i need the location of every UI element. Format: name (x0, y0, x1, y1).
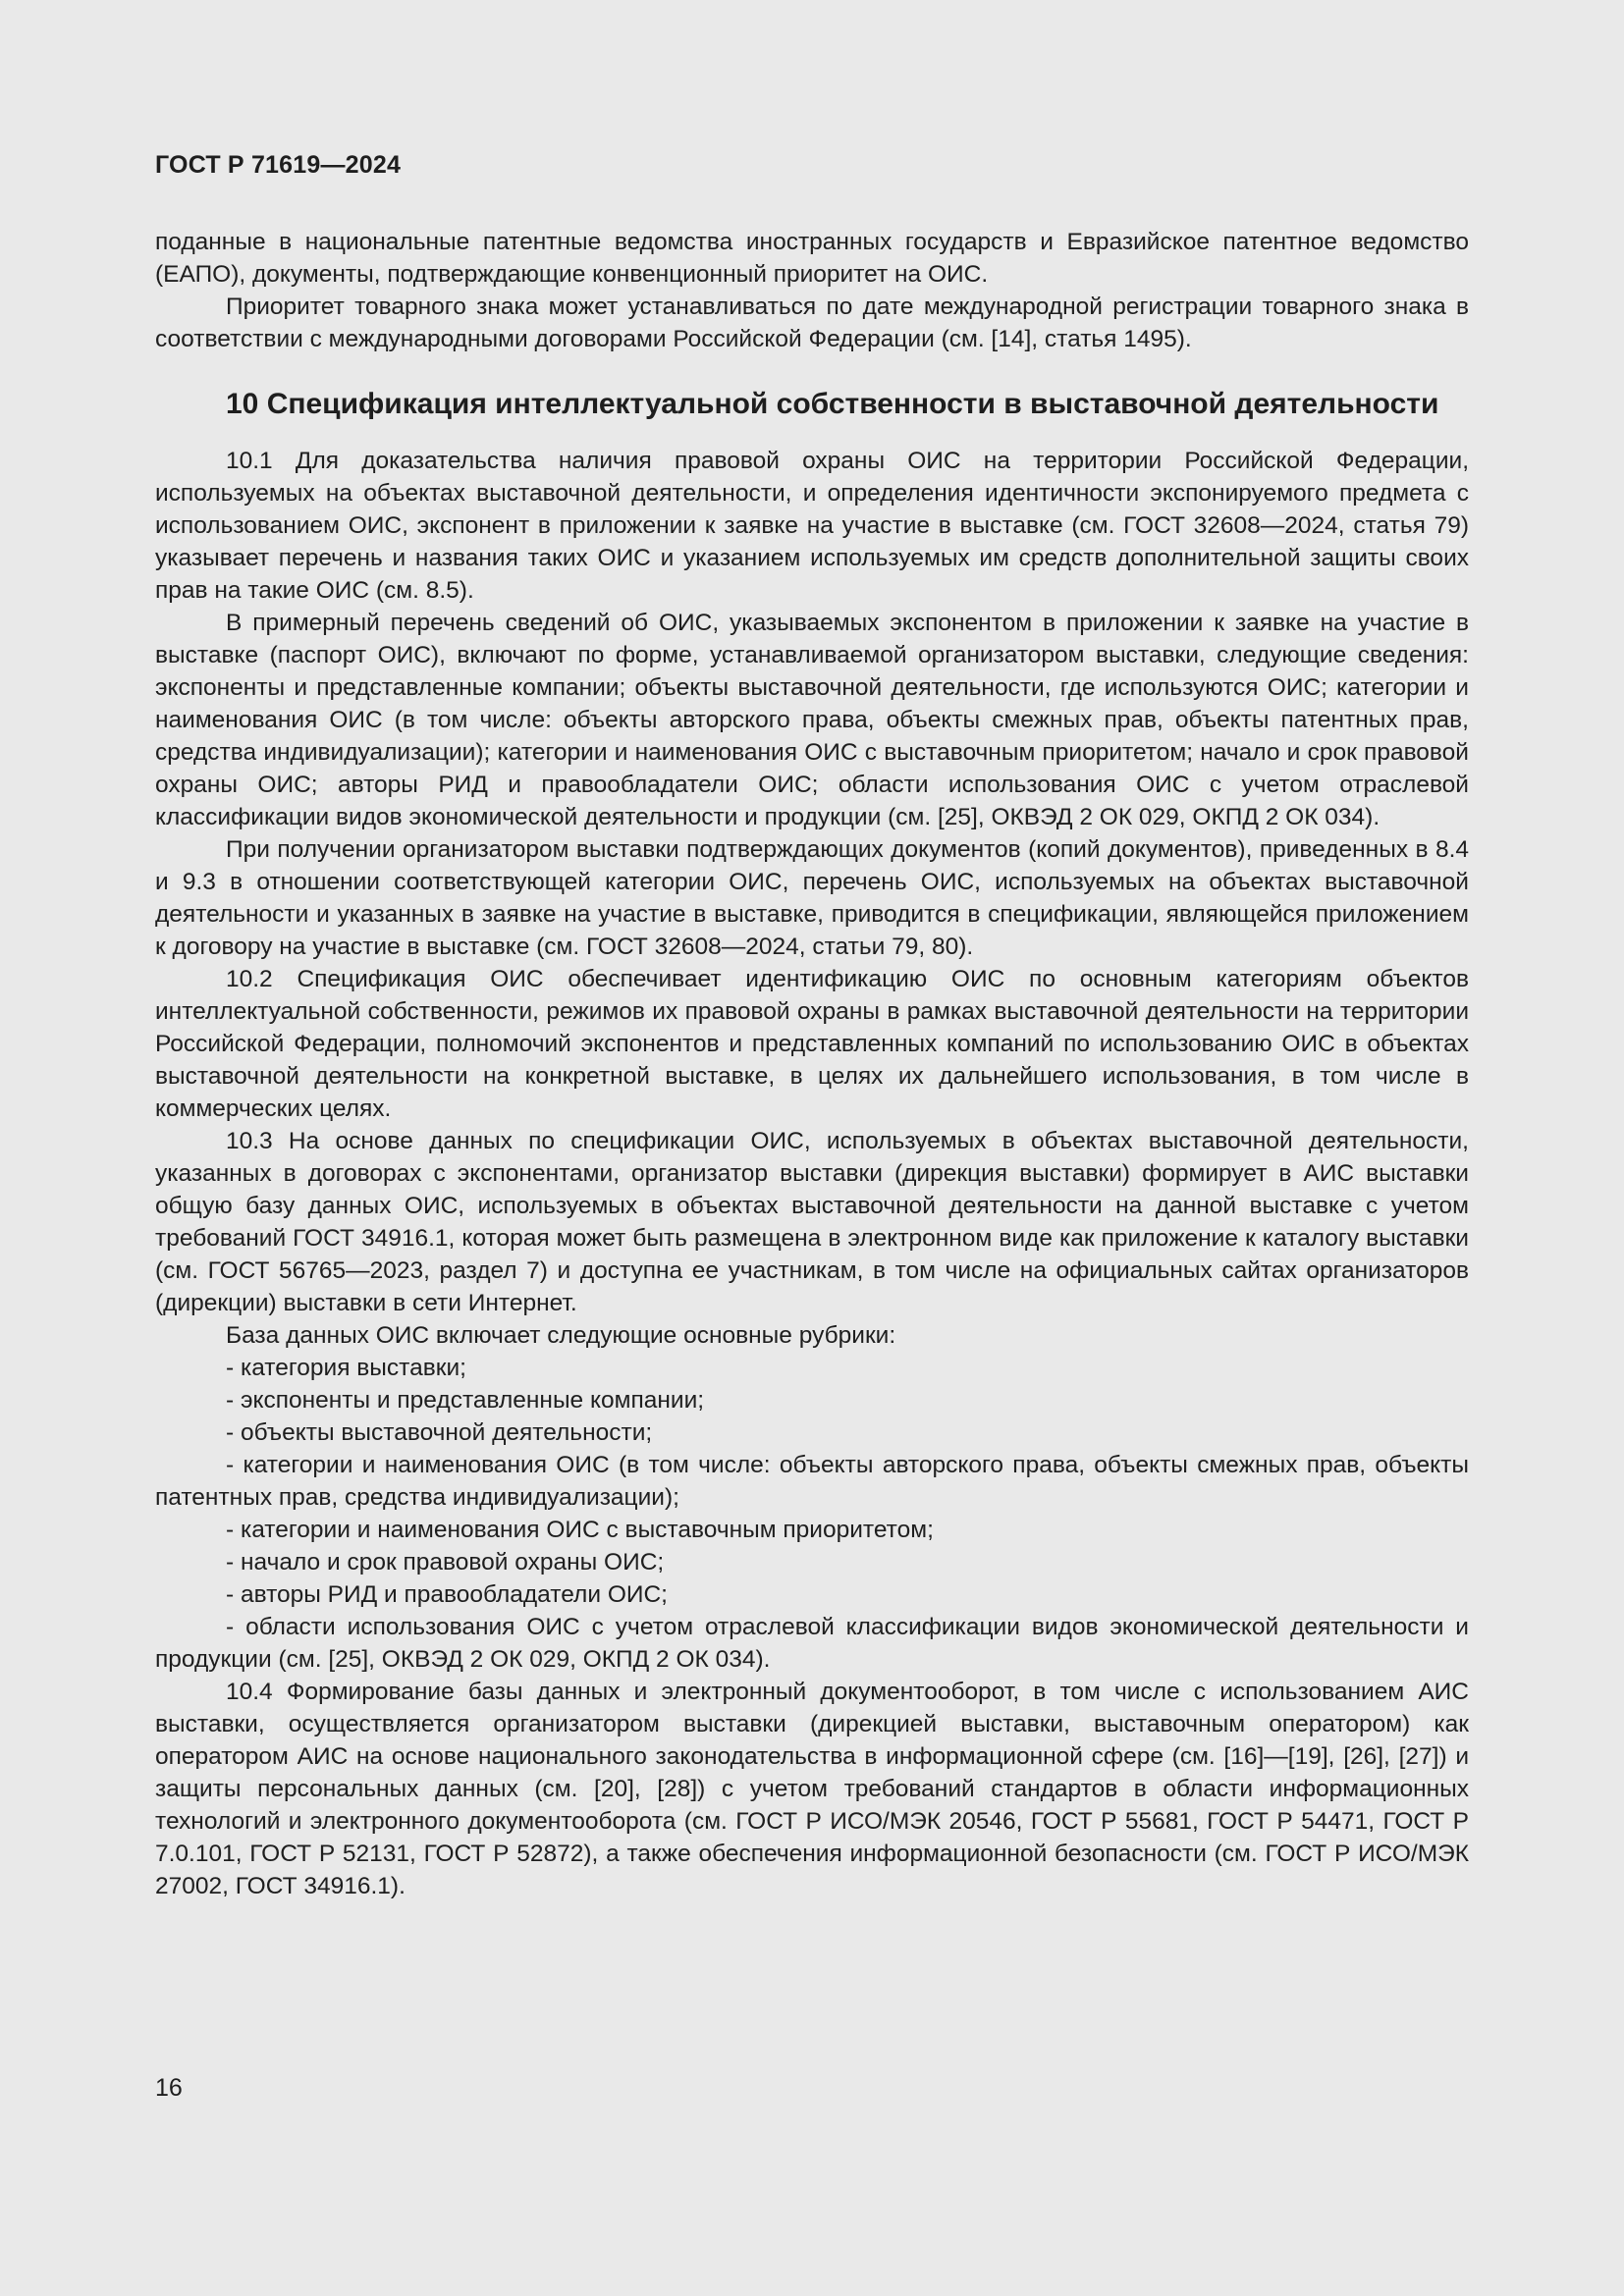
paragraph-10-2: 10.2 Спецификация ОИС обеспечивает идентификацию ОИС по основным категориям объектов интеллектуальной собственности, режимов их правовой охраны в рамках выставочной деятельности на территории Российской Федерации, полномочий экспонентов и представленных компаний по использованию ОИС в объектах выставочной деятельности на конкретной выставке, в целях их дальнейшего использования, в том числе в коммерческих целях. (155, 966, 1469, 1122)
page-number: 16 (155, 2074, 183, 2102)
list-item: - категории и наименования ОИС с выставочным приоритетом; (226, 1517, 934, 1543)
list-item: - экспоненты и представленные компании; (226, 1387, 705, 1414)
list-item: - объекты выставочной деятельности; (226, 1419, 653, 1446)
document-header-id: ГОСТ Р 71619—2024 (155, 151, 402, 179)
list-item: - авторы РИД и правообладатели ОИС; (226, 1581, 668, 1608)
paragraph-10-4: 10.4 Формирование базы данных и электронный документооборот, в том числе с использованием АИС выставки, осуществляется организатором выставки (дирекцией выставки, выставочным оператором) как оператором АИС на основе национального законодательства в информационной сфере (см. [16]—[19], [26], [27]) и защиты персональных данных (см. [20], [28]) с учетом требований стандартов в области информационных технологий и электронного документооборота (см. ГОСТ Р ИСО/МЭК 20546, ГОСТ Р 55681, ГОСТ Р 54471, ГОСТ Р 7.0.101, ГОСТ Р 52131, ГОСТ Р 52872), а также обеспечения информационной безопасности (см. ГОСТ Р ИСО/МЭК 27002, ГОСТ 34916.1). (155, 1679, 1469, 1899)
list-item: - области использования ОИС с учетом отраслевой классификации видов экономической деятельности и продукции (см. [25], ОКВЭД 2 ОК 029, ОКПД 2 ОК 034). (155, 1614, 1469, 1673)
paragraph-database-intro: База данных ОИС включает следующие основные рубрики: (226, 1322, 896, 1349)
intro-paragraph-2: Приоритет товарного знака может устанавливаться по дате международной регистрации товарного знака в соответствии с международными договорами Российской Федерации (см. [14], статья 1495). (155, 294, 1469, 352)
paragraph-10-1: 10.1 Для доказательства наличия правовой охраны ОИС на территории Российской Федерации, используемых на объектах выставочной деятельности, и определения идентичности экспонируемого предмета с использованием ОИС, экспонент в приложении к заявке на участие в выставке (см. ГОСТ 32608—2024, статья 79) указывает перечень и названия таких ОИС и указанием используемых им средств дополнительной защиты своих прав на такие ОИС (см. 8.5). (155, 448, 1469, 604)
paragraph-receipt: При получении организатором выставки подтверждающих документов (копий документов), приведенных в 8.4 и 9.3 в отношении соответствующей категории ОИС, перечень ОИС, используемых на объектах выставочной деятельности и указанных в заявке на участие в выставке, приводится в спецификации, являющейся приложением к договору на участие в выставке (см. ГОСТ 32608—2024, статьи 79, 80). (155, 836, 1469, 960)
list-item: - категории и наименования ОИС (в том числе: объекты авторского права, объекты смежных прав, объекты патентных прав, средства индивидуализации); (155, 1452, 1469, 1511)
paragraph-10-3: 10.3 На основе данных по спецификации ОИС, используемых в объектах выставочной деятельности, указанных в договорах с экспонентами, организатор выставки (дирекция выставки) формирует в АИС выставки общую базу данных ОИС, используемых в объектах выставочной деятельности на данной выставке с учетом требований ГОСТ 34916.1, которая может быть размещена в электронном виде как приложение к каталогу выставки (см. ГОСТ 56765—2023, раздел 7) и доступна ее участникам, в том числе на официальных сайтах организаторов (дирекции) выставки в сети Интернет. (155, 1128, 1469, 1316)
list-item: - категория выставки; (226, 1355, 466, 1381)
section-10-heading: 10 Спецификация интеллектуальной собственности в выставочной деятельности (226, 388, 1439, 420)
list-item: - начало и срок правовой охраны ОИС; (226, 1549, 665, 1575)
paragraph-info-list: В примерный перечень сведений об ОИС, указываемых экспонентом в приложении к заявке на участие в выставке (паспорт ОИС), включают по форме, устанавливаемой организатором выставки, следующие сведения: экспоненты и представленные компании; объекты выставочной деятельности, где используются ОИС; категории и наименования ОИС (в том числе: объекты авторского права, объекты смежных прав, объекты патентных прав, средства индивидуализации); категории и наименования ОИС с выставочным приоритетом; начало и срок правовой охраны ОИС; авторы РИД и правообладатели ОИС; области использования ОИС с учетом отраслевой классификации видов экономической деятельности и продукции (см. [25], ОКВЭД 2 ОК 029, ОКПД 2 ОК 034). (155, 610, 1469, 830)
document-body (155, 226, 1469, 1902)
intro-paragraph-1: поданные в национальные патентные ведомства иностранных государств и Евразийское патентное ведомство (ЕАПО), документы, подтверждающие конвенционный приоритет на ОИС. (155, 229, 1469, 288)
